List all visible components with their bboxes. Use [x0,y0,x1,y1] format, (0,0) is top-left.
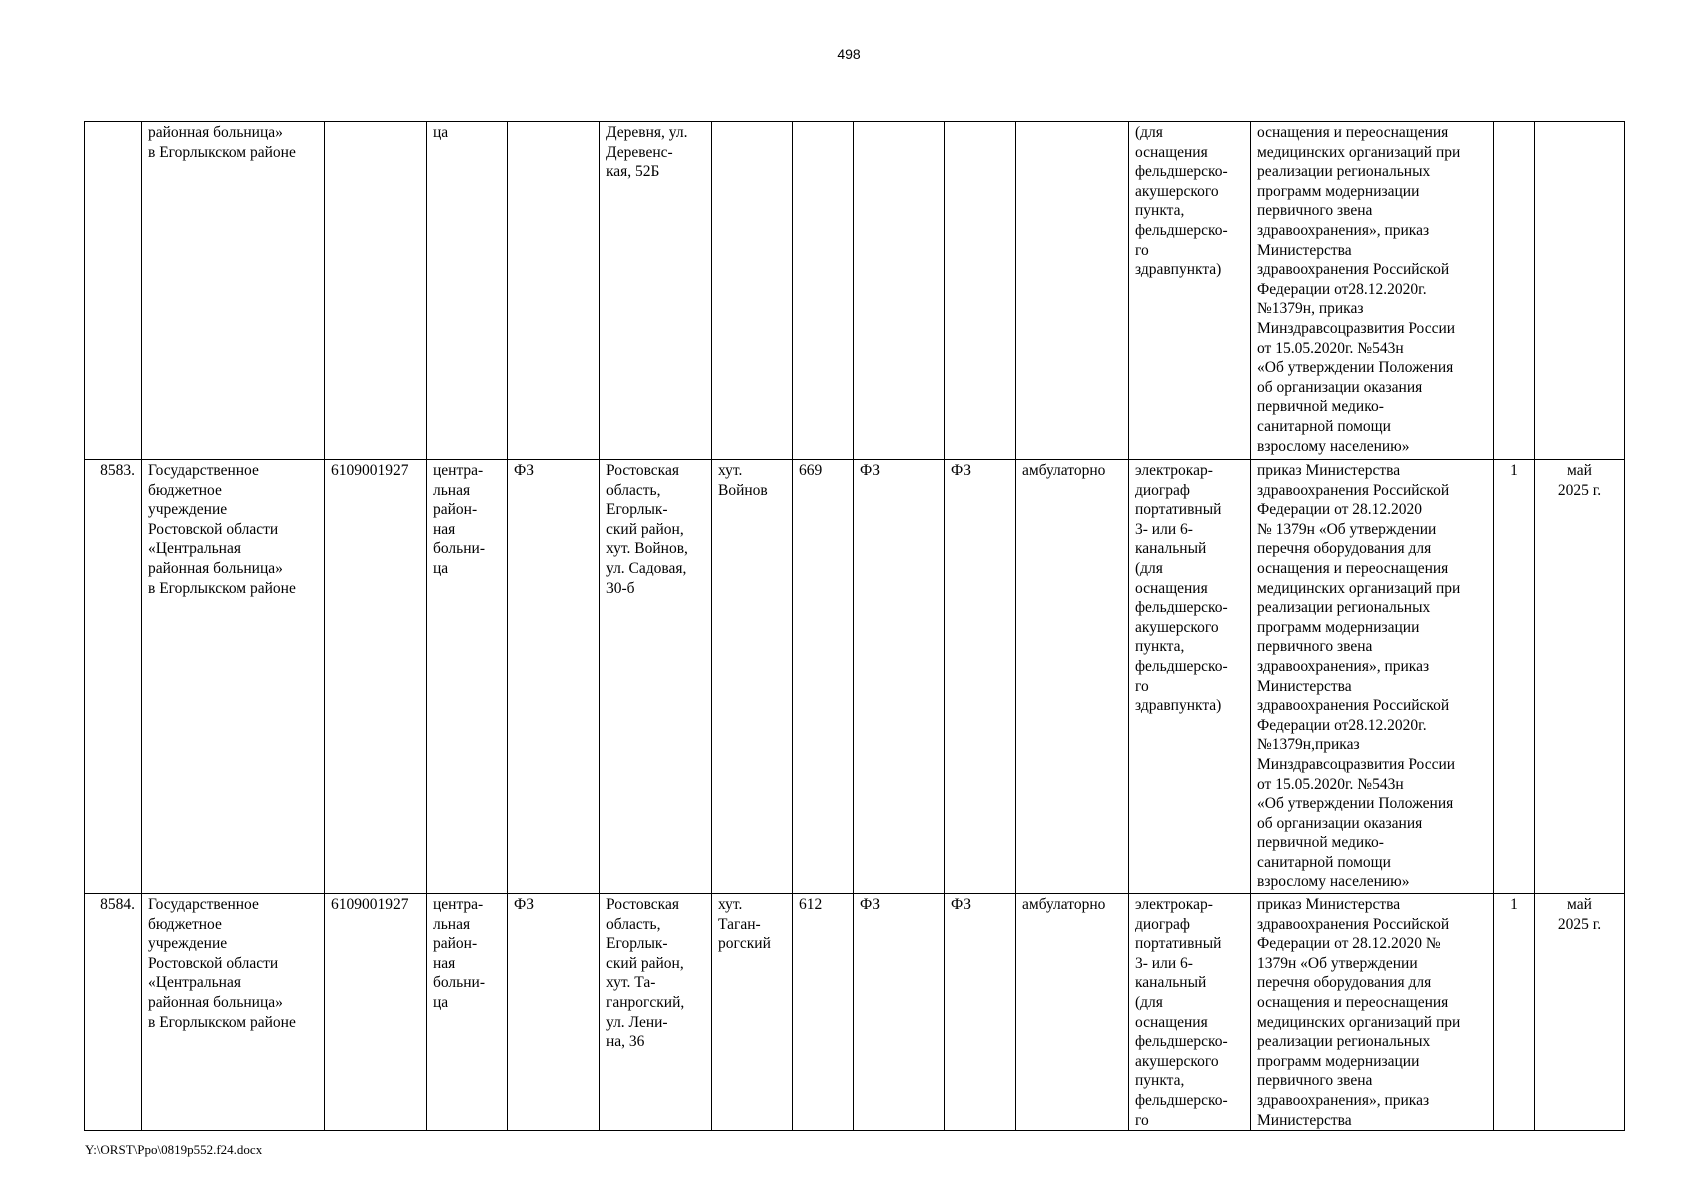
cell-line: 2025 г. [1557,915,1602,933]
cell-line: (для [1135,124,1163,141]
cell-line: здравоохранения», приказ [1257,1091,1430,1109]
cell-line: ца [433,124,449,141]
cell-care-form: амбулаторно [1016,460,1129,894]
cell-care-form: амбулаторно [1016,894,1129,1131]
cell-line: хут. [718,462,743,479]
cell-legal-basis [1251,460,1494,894]
cell-line: здравоохранения Российской [1257,915,1450,933]
cell-locality [712,122,793,460]
cell-org-type [427,460,508,894]
cell-line: на, 36 [606,1033,645,1051]
cell-line: «Центральная [148,974,241,992]
cell-legal-basis [1251,122,1494,460]
cell-fz-2: ФЗ [854,460,945,894]
cell-line: акушерского [1135,618,1219,636]
table-row [85,894,1625,1131]
cell-line: больни- [433,540,485,558]
cell-line: первичного звена [1257,1072,1373,1090]
cell-line: хут. Та- [606,974,656,992]
cell-line: ганрогский, [606,993,685,1011]
cell-line: взрослому населению» [1257,873,1410,891]
cell-line: фельдшерско- [1135,163,1228,181]
cell-inn: 6109001927 [325,894,427,1131]
cell-line: рогский [718,935,771,953]
cell-line: (для [1135,993,1163,1011]
cell-line: хут. [718,896,743,913]
cell-line: учреждение [148,501,228,519]
cell-line: бюджетное [148,915,222,933]
cell-line: реализации региональных [1257,163,1431,181]
cell-line: Деревенс- [606,143,673,161]
cell-line: приказ Министерства [1257,462,1401,479]
cell-care-form [1016,122,1129,460]
cell-line: ца [433,559,449,577]
cell-line: «Об утверждении Положения [1257,359,1454,377]
table-row [85,122,1625,460]
cell-row-number [85,122,142,460]
cell-line: реализации региональных [1257,1033,1431,1051]
cell-fz-2 [854,122,945,460]
cell-line: фельдшерско- [1135,1091,1228,1109]
cell-locality [712,460,793,894]
cell-line: «Центральная [148,540,241,558]
cell-fz-1: ФЗ [508,460,600,894]
cell-line: программ модернизации [1257,618,1420,636]
cell-line: оснащения и переоснащения [1257,993,1449,1011]
cell-fz-3: ФЗ [945,894,1016,1131]
cell-line: ца [433,993,449,1011]
cell-line: перечня оборудования для [1257,974,1432,992]
cell-equipment [1129,894,1251,1131]
cell-line: кая, 52Б [606,163,660,181]
cell-organization [142,122,325,460]
cell-line: го [1135,241,1149,259]
cell-line: оснащения и переоснащения [1257,124,1449,141]
cell-address [600,894,712,1131]
cell-line: оснащения [1135,1013,1208,1031]
cell-address [600,122,712,460]
cell-line: Министерства [1257,241,1352,259]
cell-organization [142,894,325,1131]
cell-org-type [427,122,508,460]
cell-fz-1 [508,122,600,460]
cell-line: ул. Лени- [606,1013,668,1031]
cell-line: канальный [1135,540,1207,558]
cell-line: Ростовская [606,896,679,913]
cell-line: пункта, [1135,202,1185,220]
cell-line: об организации оказания [1257,814,1423,832]
cell-org-type [427,894,508,1131]
cell-locality [712,894,793,1131]
cell-line: Егорлык- [606,935,668,953]
cell-line: ная [433,954,456,972]
cell-line: медицинских организаций при [1257,1013,1461,1031]
cell-line: фельдшерско- [1135,221,1228,239]
cell-line: фельдшерско- [1135,599,1228,617]
cell-line: район- [433,935,478,953]
cell-line: районная больница» [148,993,283,1011]
cell-line: ский район, [606,954,684,972]
cell-line: медицинских организаций при [1257,143,1461,161]
cell-line: учреждение [148,935,228,953]
cell-line: здравоохранения», приказ [1257,657,1430,675]
cell-equipment [1129,122,1251,460]
cell-line: Егорлык- [606,501,668,519]
cell-line: оснащения [1135,579,1208,597]
cell-line: диограф [1135,915,1190,933]
cell-line: в Егорлыкском районе [148,1013,296,1031]
cell-line: область, [606,915,661,933]
cell-inn [325,122,427,460]
cell-line: здравоохранения», приказ [1257,221,1430,239]
cell-line: районная больница» [148,124,283,141]
cell-line: первичной медико- [1257,834,1384,852]
page-number: 498 [837,46,861,62]
cell-line: здравоохранения Российской [1257,261,1450,279]
cell-line: №1379н,приказ [1257,736,1360,754]
cell-line: Федерации от28.12.2020г. [1257,716,1427,734]
cell-line: акушерского [1135,1052,1219,1070]
cell-line: перечня оборудования для [1257,540,1432,558]
cell-line: Ростовской области [148,520,279,538]
cell-population: 612 [793,894,854,1131]
cell-quantity: 1 [1494,894,1535,1131]
cell-line: портативный [1135,501,1222,519]
cell-line: 2025 г. [1557,481,1602,499]
cell-line: диограф [1135,481,1190,499]
cell-line: Министерства [1257,1111,1352,1129]
cell-row-number: 8583. [85,460,142,894]
cell-date [1535,460,1625,894]
cell-line: хут. Войнов, [606,540,688,558]
cell-line: Государственное [148,896,259,913]
cell-line: Федерации от28.12.2020г. [1257,280,1427,298]
cell-line: электрокар- [1135,462,1213,479]
cell-line: портативный [1135,935,1222,953]
cell-line: первичной медико- [1257,398,1384,416]
cell-line: центра- [433,462,484,479]
cell-quantity [1494,122,1535,460]
cell-fz-3 [945,122,1016,460]
cell-line: Федерации от 28.12.2020 № [1257,935,1441,953]
cell-line: ул. Садовая, [606,559,687,577]
cell-line: оснащения и переоснащения [1257,559,1449,577]
cell-line: Таган- [718,915,761,933]
cell-line: канальный [1135,974,1207,992]
cell-line: 30-б [606,579,635,597]
cell-line: Ростовской области [148,954,279,972]
cell-line: центра- [433,896,484,913]
cell-line: го [1135,1111,1149,1129]
cell-line: 1379н «Об утверждении [1257,954,1418,972]
cell-line: №1379н, приказ [1257,300,1364,318]
cell-line: фельдшерско- [1135,657,1228,675]
cell-inn: 6109001927 [325,460,427,894]
cell-quantity: 1 [1494,460,1535,894]
cell-line: 3- или 6- [1135,954,1193,972]
cell-line: акушерского [1135,182,1219,200]
cell-line: май [1567,896,1592,913]
cell-address [600,460,712,894]
cell-line: № 1379н «Об утверждении [1257,520,1437,538]
cell-line: го [1135,677,1149,695]
cell-date [1535,894,1625,1131]
cell-date [1535,122,1625,460]
cell-line: пункта, [1135,638,1185,656]
cell-line: Минздравсоцразвития России [1257,319,1456,337]
cell-equipment [1129,460,1251,894]
cell-line: Ростовская [606,462,679,479]
cell-line: электрокар- [1135,896,1213,913]
cell-line: санитарной помощи [1257,417,1391,435]
cell-line: от 15.05.2020г. №543н [1257,775,1404,793]
cell-line: оснащения [1135,143,1208,161]
cell-line: бюджетное [148,481,222,499]
cell-line: реализации региональных [1257,599,1431,617]
cell-line: Федерации от 28.12.2020 [1257,501,1423,519]
cell-line: программ модернизации [1257,182,1420,200]
cell-line: фельдшерско- [1135,1033,1228,1051]
cell-line: медицинских организаций при [1257,579,1461,597]
cell-line: льная [433,915,471,933]
cell-line: 3- или 6- [1135,520,1193,538]
cell-population [793,122,854,460]
table-row [85,460,1625,894]
cell-line: приказ Министерства [1257,896,1401,913]
cell-line: Министерства [1257,677,1352,695]
cell-line: в Егорлыкском районе [148,579,296,597]
cell-line: программ модернизации [1257,1052,1420,1070]
cell-line: льная [433,481,471,499]
cell-row-number: 8584. [85,894,142,1131]
cell-line: первичного звена [1257,202,1373,220]
cell-legal-basis [1251,894,1494,1131]
cell-fz-2: ФЗ [854,894,945,1131]
cell-line: ная [433,520,456,538]
cell-fz-3: ФЗ [945,460,1016,894]
cell-fz-1: ФЗ [508,894,600,1131]
cell-line: Минздравсоцразвития России [1257,755,1456,773]
cell-line: от 15.05.2020г. №543н [1257,339,1404,357]
cell-line: здравпункта) [1135,261,1222,279]
cell-line: здравоохранения Российской [1257,481,1450,499]
cell-line: взрослому населению» [1257,437,1410,455]
facility-equipment-table [84,121,1625,1131]
cell-line: в Егорлыкском районе [148,143,296,161]
cell-line: об организации оказания [1257,378,1423,396]
cell-line: Деревня, ул. [606,124,688,141]
cell-line: больни- [433,974,485,992]
cell-population: 669 [793,460,854,894]
cell-line: Государственное [148,462,259,479]
cell-organization [142,460,325,894]
cell-line: здравоохранения Российской [1257,697,1450,715]
cell-line: первичного звена [1257,638,1373,656]
cell-line: здравпункта) [1135,697,1222,715]
cell-line: (для [1135,559,1163,577]
cell-line: район- [433,501,478,519]
cell-line: Войнов [718,481,768,499]
cell-line: «Об утверждении Положения [1257,795,1454,813]
cell-line: область, [606,481,661,499]
cell-line: ский район, [606,520,684,538]
document-path-footer: Y:\ORST\Ppo\0819p552.f24.docx [85,1142,263,1157]
cell-line: санитарной помощи [1257,853,1391,871]
cell-line: май [1567,462,1592,479]
cell-line: пункта, [1135,1072,1185,1090]
cell-line: районная больница» [148,559,283,577]
